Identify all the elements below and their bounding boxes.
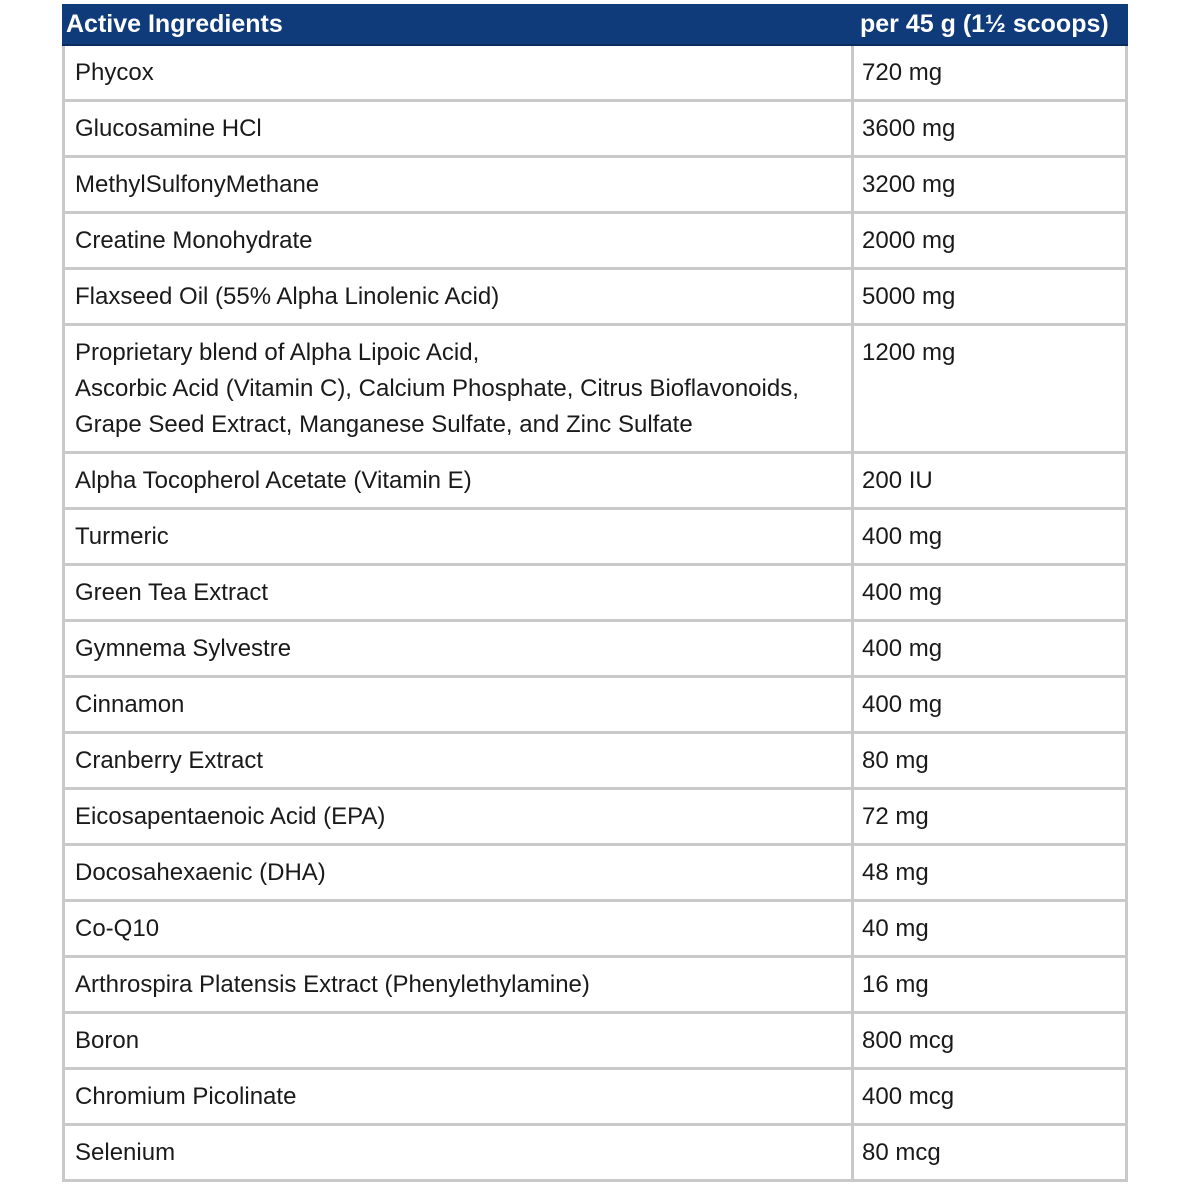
ingredient-amount: 400 mg <box>854 622 1128 678</box>
ingredient-amount: 200 IU <box>854 454 1128 510</box>
ingredient-name: Creatine Monohydrate <box>62 214 854 270</box>
ingredient-amount: 400 mg <box>854 566 1128 622</box>
ingredient-name: Docosahexaenic (DHA) <box>62 846 854 902</box>
table-row <box>62 270 1128 326</box>
table-row <box>62 678 1128 734</box>
table-row <box>62 902 1128 958</box>
ingredient-amount: 80 mcg <box>854 1126 1128 1182</box>
ingredient-amount: 400 mg <box>854 510 1128 566</box>
ingredient-name: Boron <box>62 1014 854 1070</box>
ingredient-name: Cranberry Extract <box>62 734 854 790</box>
table-row <box>62 958 1128 1014</box>
table-row <box>62 1014 1128 1070</box>
ingredient-name <box>62 326 854 454</box>
ingredient-name-line: Ascorbic Acid (Vitamin C), Calcium Phosphate, Citrus Bioflavonoids, <box>75 375 799 402</box>
ingredient-amount: 5000 mg <box>854 270 1128 326</box>
ingredient-name: Gymnema Sylvestre <box>62 622 854 678</box>
table-row <box>62 622 1128 678</box>
table-row <box>62 566 1128 622</box>
ingredient-name: Glucosamine HCl <box>62 102 854 158</box>
ingredient-amount: 48 mg <box>854 846 1128 902</box>
table-row <box>62 846 1128 902</box>
header-ingredient: Active Ingredients <box>62 4 854 46</box>
table-row <box>62 1070 1128 1126</box>
ingredient-name: Eicosapentaenoic Acid (EPA) <box>62 790 854 846</box>
ingredient-name: Flaxseed Oil (55% Alpha Linolenic Acid) <box>62 270 854 326</box>
ingredient-name: Alpha Tocopherol Acetate (Vitamin E) <box>62 454 854 510</box>
table-row <box>62 1126 1128 1182</box>
ingredient-amount: 16 mg <box>854 958 1128 1014</box>
table-row <box>62 102 1128 158</box>
ingredient-amount: 400 mcg <box>854 1070 1128 1126</box>
ingredient-name: Selenium <box>62 1126 854 1182</box>
ingredient-name: Green Tea Extract <box>62 566 854 622</box>
ingredient-amount: 800 mcg <box>854 1014 1128 1070</box>
ingredient-name: Turmeric <box>62 510 854 566</box>
table-header <box>62 4 1128 46</box>
ingredient-name: Cinnamon <box>62 678 854 734</box>
table-row <box>62 454 1128 510</box>
ingredient-amount: 2000 mg <box>854 214 1128 270</box>
header-amount: per 45 g (1½ scoops) <box>854 4 1128 46</box>
table-row <box>62 734 1128 790</box>
ingredient-name: Co-Q10 <box>62 902 854 958</box>
ingredient-amount: 3200 mg <box>854 158 1128 214</box>
ingredient-amount: 400 mg <box>854 678 1128 734</box>
ingredient-amount: 1200 mg <box>854 326 1128 454</box>
table-row <box>62 46 1128 102</box>
table-row <box>62 790 1128 846</box>
table-row <box>62 214 1128 270</box>
ingredient-name-line: Grape Seed Extract, Manganese Sulfate, and Zinc Sulfate <box>75 411 693 438</box>
ingredient-name-line: Proprietary blend of Alpha Lipoic Acid, <box>75 339 480 366</box>
header-row <box>62 4 1128 46</box>
table-body <box>62 46 1128 1182</box>
table-row <box>62 326 1128 454</box>
ingredient-amount: 3600 mg <box>854 102 1128 158</box>
ingredients-table <box>62 4 1128 1182</box>
ingredients-panel <box>62 4 1128 1182</box>
ingredient-amount: 72 mg <box>854 790 1128 846</box>
ingredient-amount: 720 mg <box>854 46 1128 102</box>
ingredient-name: Phycox <box>62 46 854 102</box>
ingredient-name: MethylSulfonyMethane <box>62 158 854 214</box>
ingredient-amount: 80 mg <box>854 734 1128 790</box>
table-row <box>62 158 1128 214</box>
ingredient-amount: 40 mg <box>854 902 1128 958</box>
table-row <box>62 510 1128 566</box>
ingredient-name: Chromium Picolinate <box>62 1070 854 1126</box>
ingredient-name: Arthrospira Platensis Extract (Phenylethylamine) <box>62 958 854 1014</box>
